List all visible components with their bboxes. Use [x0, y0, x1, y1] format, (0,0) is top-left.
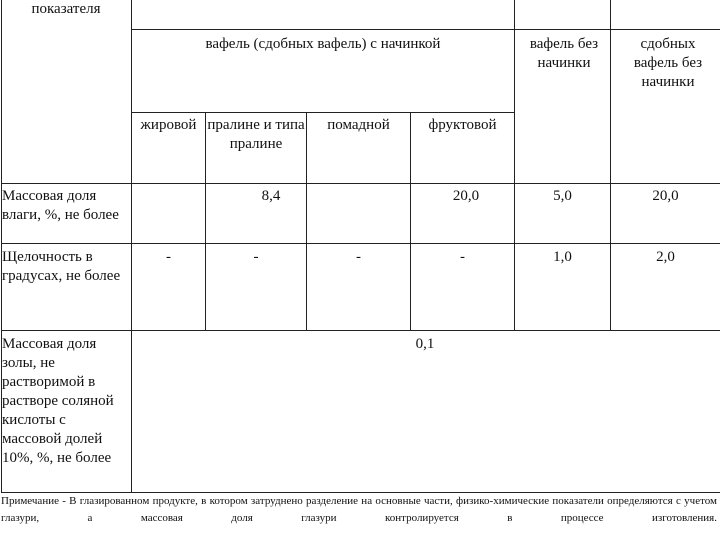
indicator-column-divider: [131, 0, 132, 492]
filled-group-divider: [514, 0, 515, 330]
ash-row-label: Массовая доля золы, не растворимой в растворе соляной кислоты с массовой долей 10%, %, не более: [2, 336, 114, 466]
fondant-divider: [306, 112, 307, 330]
ash-value: 0,1: [415, 336, 435, 352]
table-note: Примечание - В глазированном продукте, в котором затруднено разделение на основные части, физико-химические показатели определяются с учетом глазури, а массовая доля глазури контролируется в процессе изготовления.: [1, 495, 717, 524]
moisture-rich-value: 20,0: [652, 188, 679, 204]
alkalinity-fruit-value: -: [460, 249, 465, 265]
alkalinity-fat-value: -: [166, 249, 171, 265]
alkalinity-fondant-value: -: [356, 249, 361, 265]
moisture-row-border: [1, 243, 720, 244]
alkalinity-without-filling-value: 1,0: [553, 249, 572, 265]
rich-wafers-without-filling-header: сдобных вафель без начинки: [633, 36, 703, 90]
header-top-border: [131, 29, 720, 30]
wafers-without-filling-header: вафель без начинки: [529, 36, 599, 71]
alkalinity-rich-value: 2,0: [656, 249, 675, 265]
header-bottom-border: [1, 183, 720, 184]
alkalinity-row-label: Щелочность в градусах, не более: [2, 249, 121, 284]
subheader-border: [131, 112, 515, 113]
fondant-filling-header: помадной: [327, 117, 390, 133]
praline-divider: [205, 112, 206, 330]
without-filling-divider: [610, 0, 611, 330]
alkalinity-row-border: [1, 330, 720, 331]
filled-wafers-header: вафель (сдобных вафель) с начинкой: [205, 36, 441, 52]
moisture-filled-value: 8,4: [261, 188, 281, 204]
fat-filling-header: жировой: [140, 117, 197, 133]
moisture-row-label: Массовая доля влаги, %, не более: [2, 188, 119, 223]
fruit-divider: [410, 112, 411, 330]
indicator-header-label: показателя: [31, 1, 101, 17]
alkalinity-praline-value: -: [253, 249, 259, 265]
moisture-fruit-value: 20,0: [452, 188, 480, 204]
moisture-without-filling-value: 5,0: [553, 188, 572, 204]
praline-filling-header: пралине и типа пралине: [207, 117, 305, 152]
fruit-filling-header: фруктовой: [428, 117, 497, 133]
